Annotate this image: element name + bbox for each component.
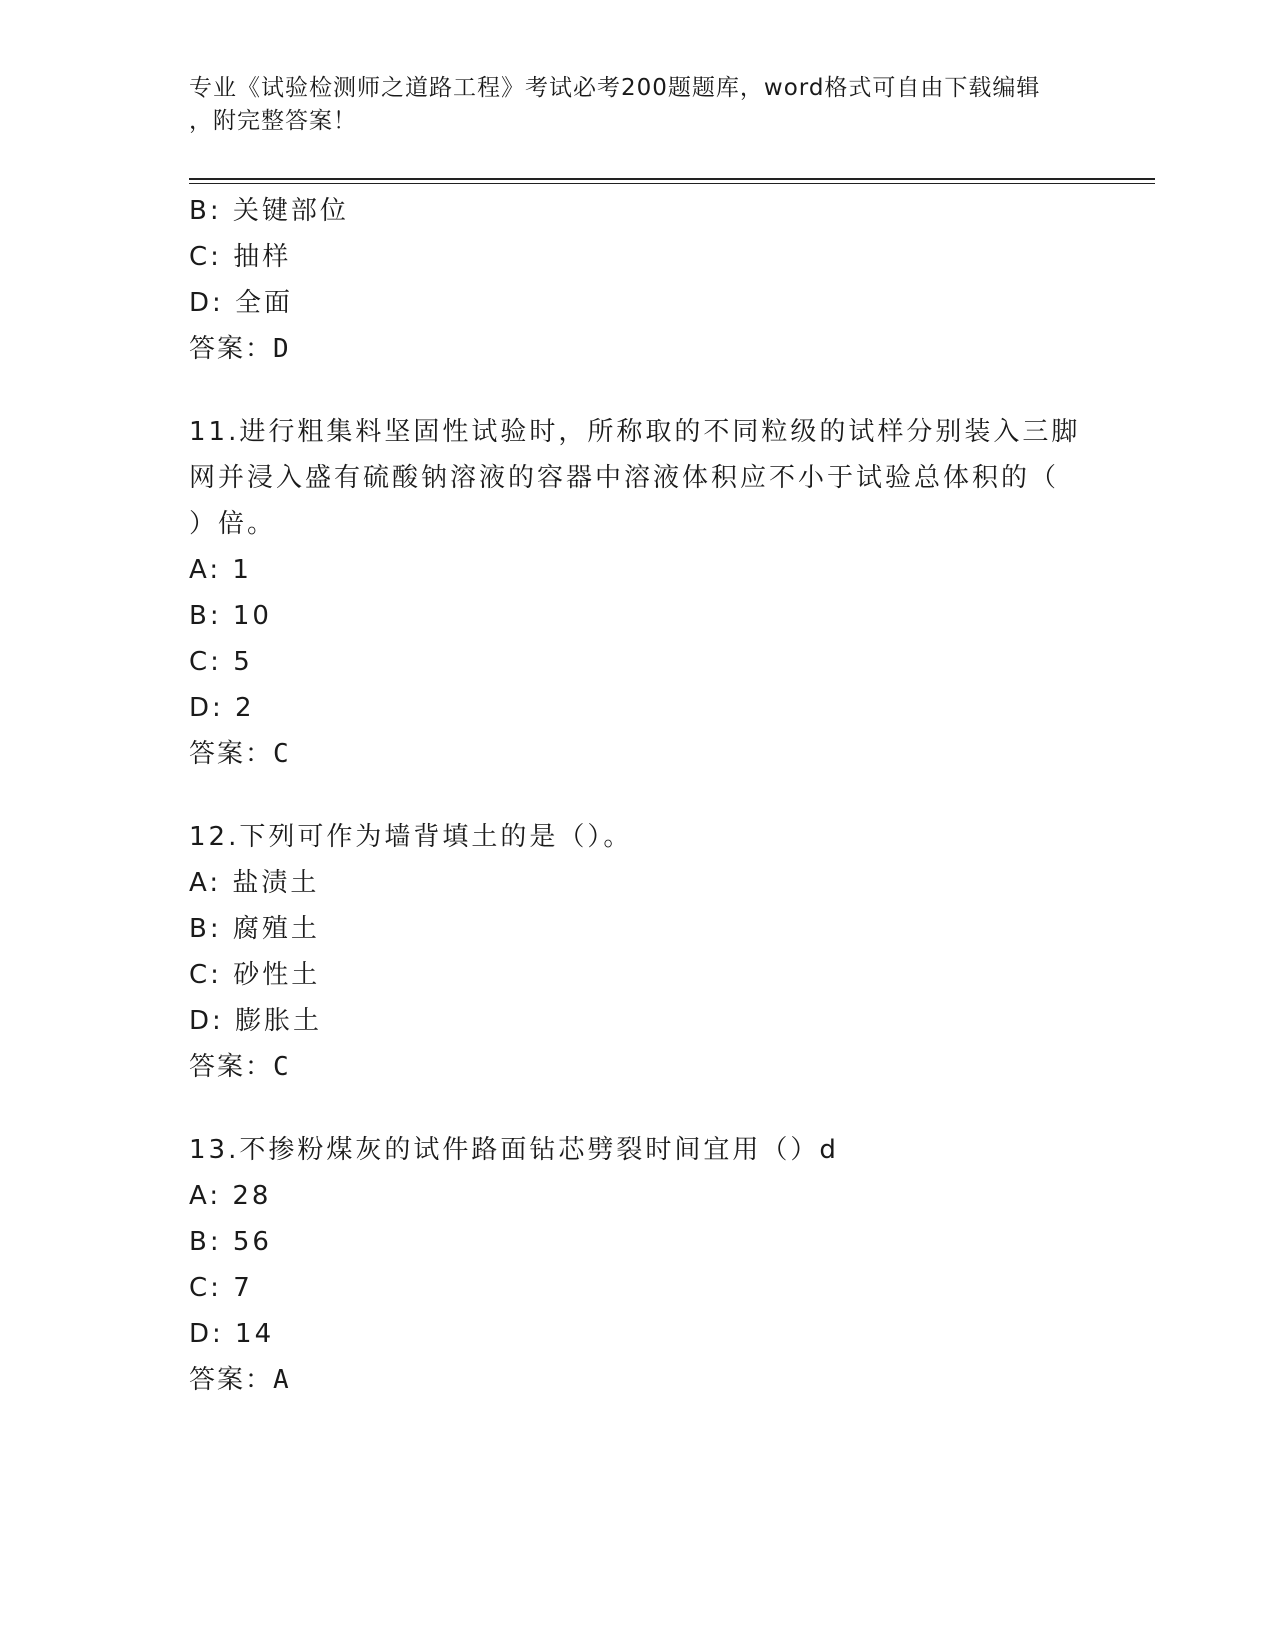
option-text: 28 [232,1181,272,1211]
option-key: A: [189,868,222,898]
option-text: 1 [232,555,252,585]
option-d [189,685,1089,731]
option-text: 2 [235,693,255,723]
option-key: B: [189,1227,222,1257]
answer-value: C [273,1052,291,1082]
answer-value: A [273,1365,291,1395]
answer-label: 答案： [189,739,274,769]
option-a [189,547,1089,593]
header-divider-top [189,178,1155,180]
option-text: 10 [232,601,272,631]
option-key: B: [189,196,222,226]
spacer [189,777,1089,814]
question-text-line: 12.下列可作为墙背填土的是（）。 [189,822,633,852]
option-c [189,639,1089,685]
option-text: 关键部位 [232,196,349,226]
option-b [189,188,1089,234]
previous-question-options [189,188,1089,372]
document-header [189,72,1069,138]
spacer [189,372,1089,409]
answer-line [189,1044,1089,1090]
option-a [189,1173,1089,1219]
question-text-line: 网并浸入盛有硫酸钠溶液的容器中溶液体积应不小于试验总体积的（ [189,463,1060,493]
option-key: D: [189,288,224,318]
option-text: 全面 [235,288,294,318]
option-text: 抽样 [233,242,292,272]
option-d [189,1311,1089,1357]
answer-value: D [273,334,291,364]
option-key: B: [189,601,222,631]
option-b [189,593,1089,639]
option-text: 砂性土 [233,960,321,990]
option-text: 7 [233,1273,253,1303]
option-d [189,280,1089,326]
option-key: C: [189,242,222,272]
answer-label: 答案： [189,1052,274,1082]
question-content [189,188,1089,1403]
question-11 [189,409,1089,777]
question-text-line: 11.进行粗集料坚固性试验时，所称取的不同粒级的试样分别装入三脚 [189,417,1081,447]
option-text: 14 [235,1319,275,1349]
option-key: C: [189,647,222,677]
answer-value: C [273,739,291,769]
option-d [189,998,1089,1044]
option-key: C: [189,960,222,990]
option-c [189,1265,1089,1311]
answer-label: 答案： [189,334,274,364]
spacer [189,1090,1089,1127]
option-text: 膨胀土 [235,1006,323,1036]
header-title-line-1: 专业《试验检测师之道路工程》考试必考200题题库，word格式可自由下载编辑 [189,75,1041,101]
option-c [189,952,1089,998]
option-b [189,906,1089,952]
option-key: A: [189,555,222,585]
answer-line [189,1357,1089,1403]
option-key: D: [189,693,224,723]
option-c [189,234,1089,280]
question-text-line: 13.不掺粉煤灰的试件路面钻芯劈裂时间宜用（）d [189,1135,839,1165]
header-title-line-2: ，附完整答案！ [189,108,357,134]
option-key: C: [189,1273,222,1303]
answer-line [189,731,1089,777]
option-key: B: [189,914,222,944]
option-text: 5 [233,647,253,677]
option-text: 盐渍土 [232,868,320,898]
option-text: 腐殖土 [232,914,320,944]
option-a [189,860,1089,906]
answer-line [189,326,1089,372]
header-divider-bottom [189,183,1155,184]
option-text: 56 [232,1227,272,1257]
answer-label: 答案： [189,1365,274,1395]
option-key: D: [189,1006,224,1036]
question-text-line: ）倍。 [189,509,277,539]
option-key: A: [189,1181,222,1211]
option-key: D: [189,1319,224,1349]
question-13 [189,1127,1089,1403]
question-12 [189,814,1089,1090]
option-b [189,1219,1089,1265]
